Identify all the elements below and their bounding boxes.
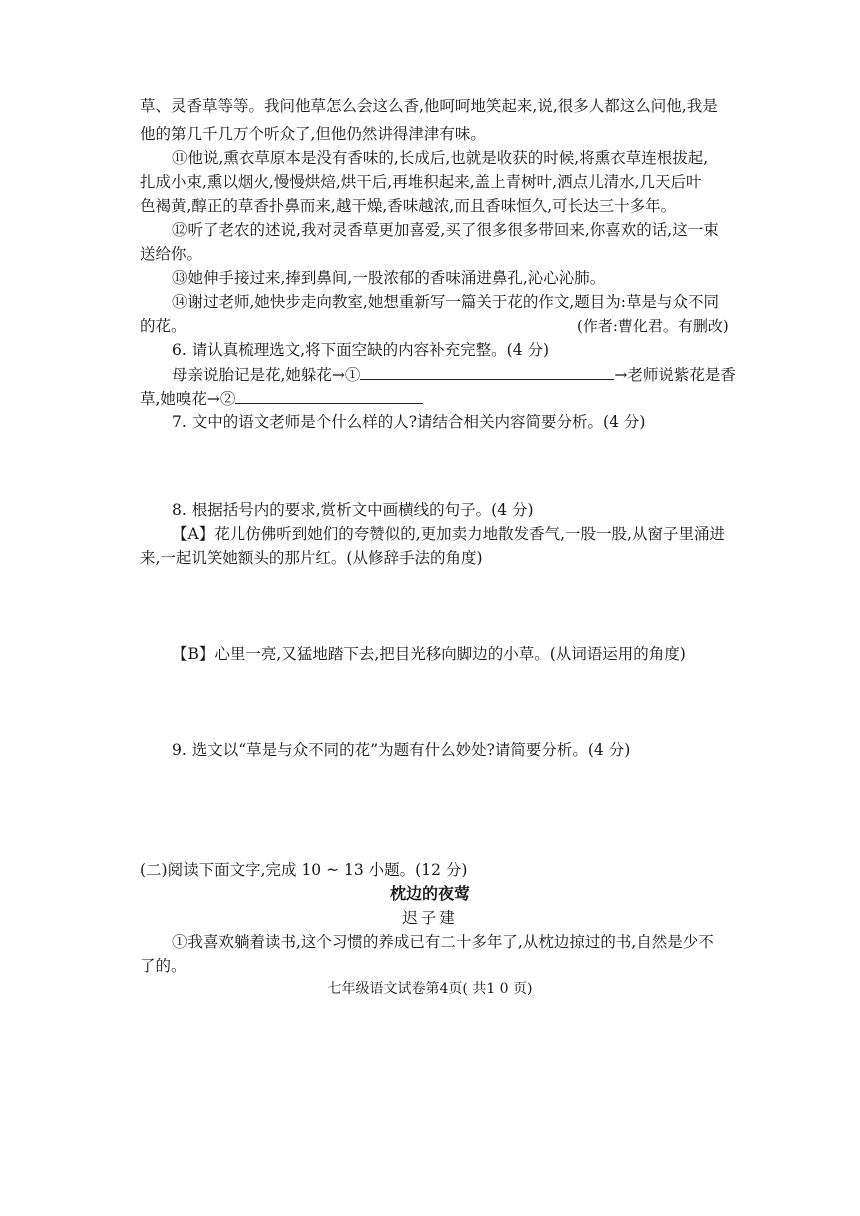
question-8-a-cont: 来,一起讥笑她额头的那片红。(从修辞手法的角度) bbox=[140, 549, 483, 567]
paragraph-12: ⑫听了老农的述说,我对灵香草更加喜爱,买了很多很多带回来,你喜欢的话,这一束 bbox=[172, 221, 719, 239]
paragraph-14: ⑭谢过老师,她快步走向教室,她想重新写一篇关于花的作文,题目为:草是与众不同 bbox=[172, 293, 720, 311]
answer-blank-1[interactable] bbox=[360, 363, 614, 380]
answer-blank-2[interactable] bbox=[235, 387, 423, 404]
paragraph-14-cont: 的花。 bbox=[140, 317, 187, 335]
question-6-line1 bbox=[172, 363, 736, 386]
section-heading: (二)阅读下面文字,完成 10 ~ 13 小题。(12 分) bbox=[140, 861, 468, 879]
question-6-line2 bbox=[140, 387, 423, 410]
q6-segment: 草,她嗅花→② bbox=[140, 390, 236, 408]
question-6: 6. 请认真梳理选文,将下面空缺的内容补充完整。(4 分) bbox=[172, 341, 550, 359]
question-8: 8. 根据括号内的要求,赏析文中画横线的句子。(4 分) bbox=[172, 501, 534, 519]
source-note: (作者:曹化君。有删改) bbox=[577, 317, 729, 335]
paragraph-11-cont: 扎成小束,熏以烟火,慢慢烘焙,烘干后,再堆积起来,盖上青树叶,洒点儿清水,几天后叶 bbox=[140, 173, 702, 191]
q6-segment: →老师说紫花是香 bbox=[614, 366, 736, 384]
paragraph-13: ⑬她伸手接过来,捧到鼻间,一股浓郁的香味涌进鼻孔,沁心沁肺。 bbox=[172, 269, 606, 287]
page-footer: 七年级语文试卷第4页( 共1 0 页) bbox=[327, 981, 533, 997]
article-paragraph-1-cont: 了的。 bbox=[140, 957, 187, 975]
paragraph-12-cont: 送给你。 bbox=[140, 245, 203, 263]
article-title: 枕边的夜莺 bbox=[389, 884, 470, 903]
paragraph-11: ⑪他说,熏衣草原本是没有香味的,长成后,也就是收获的时候,将熏衣草连根拔起, bbox=[172, 149, 709, 167]
question-8-a: 【A】花儿仿佛听到她们的夸赞似的,更加卖力地散发香气,一股一股,从窗子里涌进 bbox=[172, 525, 725, 543]
paragraph-11-cont: 色褐黄,醇正的草香扑鼻而来,越干燥,香味越浓,而且香味恒久,可长达三十多年。 bbox=[140, 197, 677, 215]
question-8-b: 【B】心里一亮,又猛地踏下去,把目光移向脚边的小草。(从词语运用的角度) bbox=[172, 645, 686, 663]
question-7: 7. 文中的语文老师是个什么样的人?请结合相关内容简要分析。(4 分) bbox=[172, 413, 646, 431]
q6-segment: 母亲说胎记是花,她躲花→① bbox=[172, 366, 361, 384]
passage-line: 他的第几千几万个听众了,但他仍然讲得津津有味。 bbox=[140, 125, 486, 143]
question-9: 9. 选文以“草是与众不同的花”为题有什么妙处?请简要分析。(4 分) bbox=[172, 741, 631, 759]
article-paragraph-1: ①我喜欢躺着读书,这个习惯的养成已有二十多年了,从枕边掠过的书,自然是少不 bbox=[172, 933, 714, 951]
article-author: 迟子建 bbox=[402, 909, 458, 927]
passage-line: 草、灵香草等等。我问他草怎么会这么香,他呵呵地笑起来,说,很多人都这么问他,我是 bbox=[140, 97, 718, 115]
